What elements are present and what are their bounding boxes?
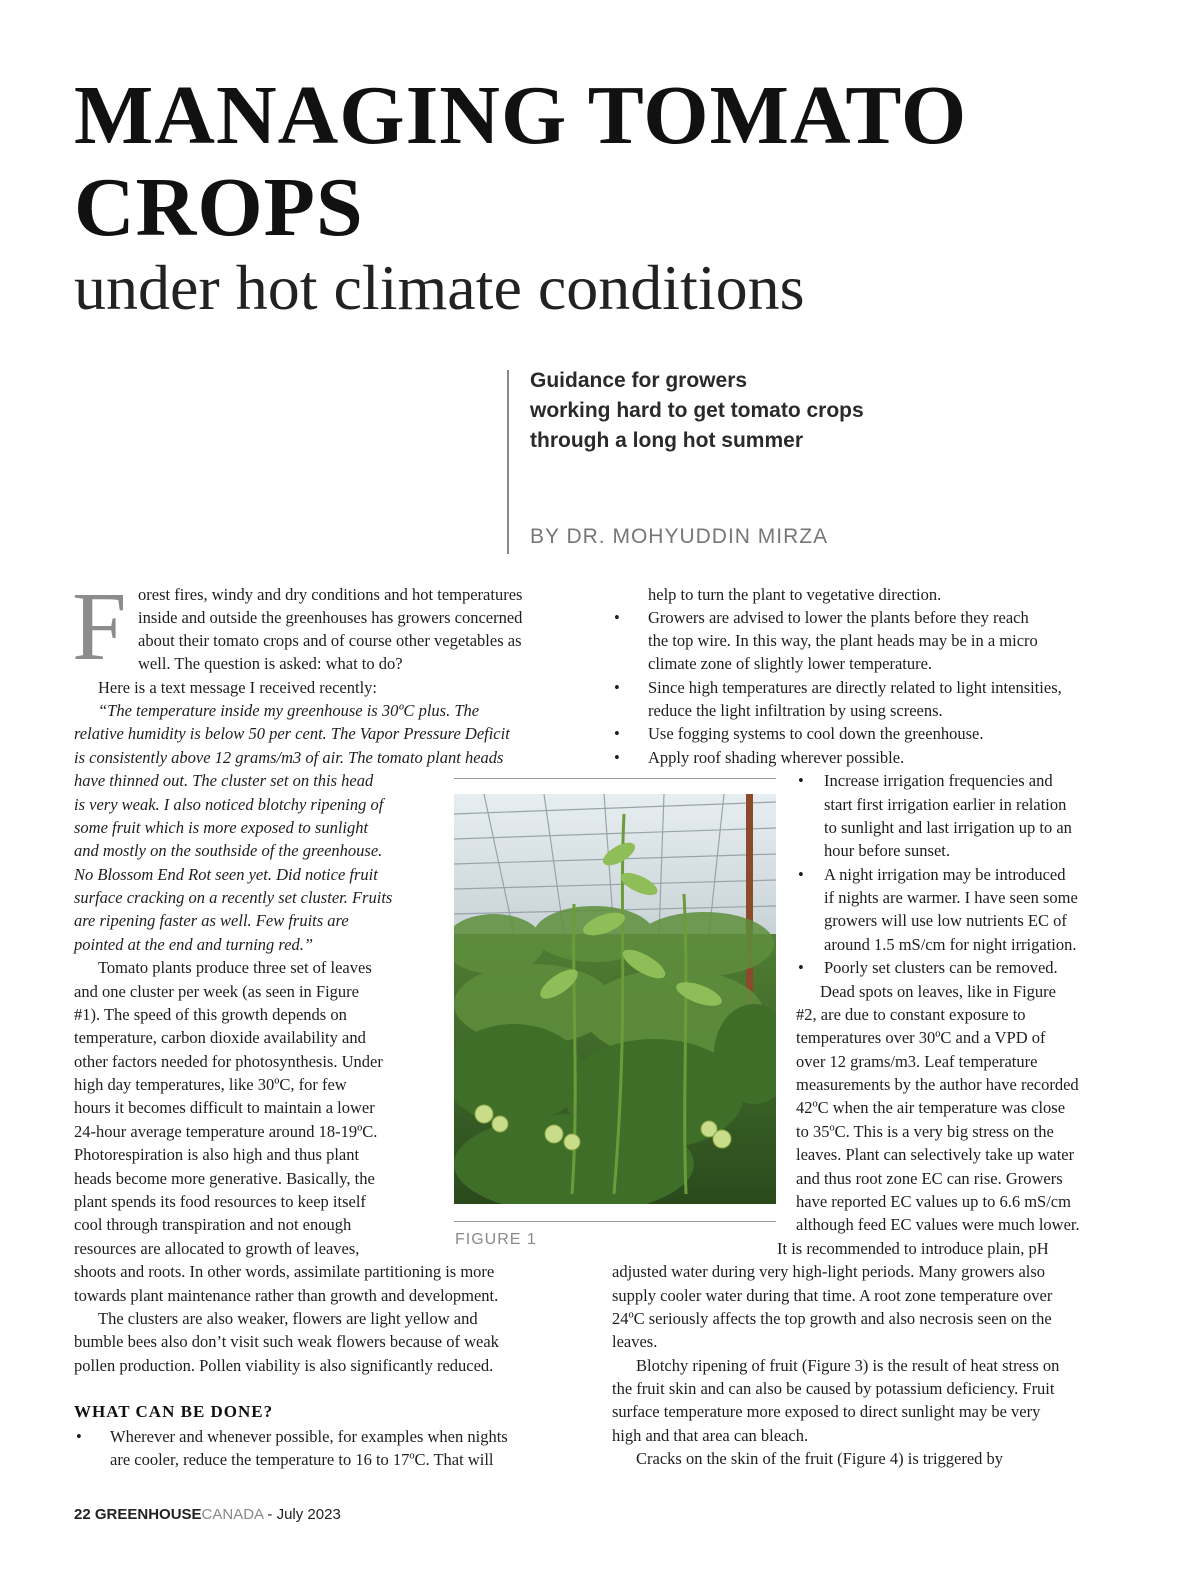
quote-line: pointed at the end and turning red.” [74,935,314,954]
bullet-glyph: • [614,724,620,743]
deck-line: through a long hot summer [530,429,803,452]
body-line: measurements by the author have recorded [796,1075,1079,1094]
issue-date: - July 2023 [267,1506,341,1523]
bullet-line: reduce the light infiltration by using screens. [648,701,943,720]
bullet-line: are cooler, reduce the temperature to 16 to 17ºC. That will [110,1450,494,1469]
quote-line: “The temperature inside my greenhouse is 30ºC plus. The [98,701,480,720]
body-line: leaves. [612,1332,658,1351]
bullet-glyph: • [614,748,620,767]
body-line: plant spends its food resources to keep itself [74,1192,366,1211]
body-line: and one cluster per week (as seen in Figure [74,982,359,1001]
body-line: over 12 grams/m3. Leaf temperature [796,1052,1038,1071]
body-line: Cracks on the skin of the fruit (Figure 4) is triggered by [636,1449,1004,1468]
body-line: Here is a text message I received recently: [98,678,377,697]
body-line: the fruit skin and can also be caused by potassium deficiency. Fruit [612,1379,1055,1398]
magazine-name: GREENHOUSE [94,1506,202,1523]
headline-line-1: MANAGING TOMATO [74,69,968,162]
bullet-line: Apply roof shading wherever possible. [648,748,905,767]
body-line: 24-hour average temperature around 18-19ºC. [74,1122,378,1141]
page-footer [74,1506,341,1523]
bullet-line: growers will use low nutrients EC of [824,911,1067,930]
figure-bottom-rule [454,1221,776,1222]
body-line: orest fires, windy and dry conditions and hot temperatures [138,585,523,604]
bullet-line: the top wire. In this way, the plant heads may be in a micro [648,631,1038,650]
deck-divider [507,370,509,554]
figure-top-rule [454,778,776,779]
figure-caption: FIGURE 1 [455,1231,537,1248]
body-line: about their tomato crops and of course other vegetables as [138,631,522,650]
body-line: help to turn the plant to vegetative direction. [648,585,942,604]
bullet-line: A night irrigation may be introduced [824,865,1066,884]
bullet-line: Wherever and whenever possible, for examples when nights [110,1427,508,1446]
bullet-line: Use fogging systems to cool down the greenhouse. [648,724,984,743]
body-line: resources are allocated to growth of leaves, [74,1239,360,1258]
bullet-glyph: • [614,608,620,627]
figure-1-photo [454,794,776,1204]
body-line: although feed EC values were much lower. [796,1215,1080,1234]
body-line: The clusters are also weaker, flowers are light yellow and [98,1309,478,1328]
deck-line: Guidance for growers [530,369,748,392]
bullet-glyph: • [798,771,804,790]
body-line: Tomato plants produce three set of leaves [98,958,372,977]
body-line: bumble bees also don’t visit such weak flowers because of weak [74,1332,499,1351]
body-line: pollen production. Pollen viability is also significantly reduced. [74,1356,494,1375]
quote-line: have thinned out. The cluster set on this head [74,771,374,790]
quote-line: No Blossom End Rot seen yet. Did notice fruit [74,865,378,884]
deck [530,366,990,456]
body-line: 42ºC when the air temperature was close [796,1098,1066,1117]
bullet-line: Growers are advised to lower the plants before they reach [648,608,1029,627]
bullet-line: Increase irrigation frequencies and [824,771,1053,790]
bullet-line: hour before sunset. [824,841,951,860]
bullet-glyph: • [614,678,620,697]
body-line: leaves. Plant can selectively take up water [796,1145,1075,1164]
body-line: It is recommended to introduce plain, pH [777,1239,1049,1258]
body-line: adjusted water during very high-light periods. Many growers also [612,1262,1046,1281]
body-line: towards plant maintenance rather than growth and development. [74,1286,499,1305]
bullet-line: if nights are warmer. I have seen some [824,888,1078,907]
bullet-line: climate zone of slightly lower temperature. [648,654,933,673]
body-line: high day temperatures, like 30ºC, for few [74,1075,347,1094]
body-line: Photorespiration is also high and thus plant [74,1145,360,1164]
section-heading: WHAT CAN BE DONE? [74,1402,274,1421]
body-line: #2, are due to constant exposure to [796,1005,1026,1024]
body-line: and thus root zone EC can rise. Growers [796,1169,1063,1188]
bullet-line: Since high temperatures are directly related to light intensities, [648,678,1062,697]
body-line: to 35ºC. This is a very big stress on the [796,1122,1054,1141]
quote-line: is consistently above 12 grams/m3 of air. The tomato plant heads [74,748,504,767]
bullet-line: around 1.5 mS/cm for night irrigation. [824,935,1077,954]
body-line: have reported EC values up to 6.6 mS/cm [796,1192,1071,1211]
body-line: supply cooler water during that time. A root zone temperature over [612,1286,1053,1305]
quote-line: and mostly on the southside of the greenhouse. [74,841,383,860]
body-line: Blotchy ripening of fruit (Figure 3) is the result of heat stress on [636,1356,1060,1375]
body-line: heads become more generative. Basically, the [74,1169,375,1188]
magazine-name-light: CANADA [201,1506,264,1523]
body-line: #1). The speed of this growth depends on [74,1005,347,1024]
body-line: Dead spots on leaves, like in Figure [820,982,1056,1001]
body-line: shoots and roots. In other words, assimilate partitioning is more [74,1262,495,1281]
bullet-line: to sunlight and last irrigation up to an [824,818,1072,837]
quote-line: relative humidity is below 50 per cent. The Vapor Pressure Deficit [74,724,510,743]
body-line: well. The question is asked: what to do? [138,654,403,673]
deck-line: working hard to get tomato crops [530,399,864,422]
body-line: surface temperature more exposed to direct sunlight may be very [612,1402,1041,1421]
body-line: temperatures over 30ºC and a VPD of [796,1028,1046,1047]
greenhouse-tomato-photo [454,794,776,1204]
body-line: cool through transpiration and not enough [74,1215,352,1234]
bullet-glyph: • [798,958,804,977]
byline: BY DR. MOHYUDDIN MIRZA [530,525,829,548]
bullet-glyph: • [798,865,804,884]
bullet-line: start first irrigation earlier in relation [824,795,1067,814]
body-line: high and that area can bleach. [612,1426,809,1445]
quote-line: is very weak. I also noticed blotchy ripening of [74,795,384,814]
body-line: hours it becomes difficult to maintain a lower [74,1098,375,1117]
bullet-glyph: • [76,1427,82,1446]
quote-line: surface cracking on a recently set cluster. Fruits [74,888,393,907]
body-line: temperature, carbon dioxide availability and [74,1028,366,1047]
drop-cap: F [72,573,127,681]
body-line: other factors needed for photosynthesis. Under [74,1052,383,1071]
body-line: inside and outside the greenhouses has growers concerned [138,608,523,627]
quote-line: some fruit which is more exposed to sunlight [74,818,369,837]
body-line: 24ºC seriously affects the top growth and also necrosis seen on the [612,1309,1052,1328]
quote-line: are ripening faster as well. Few fruits are [74,911,349,930]
headline-subtitle: under hot climate conditions [74,252,805,323]
headline-line-2: CROPS [74,161,364,254]
bullet-line: Poorly set clusters can be removed. [824,958,1058,977]
page-number: 22 [74,1506,91,1523]
